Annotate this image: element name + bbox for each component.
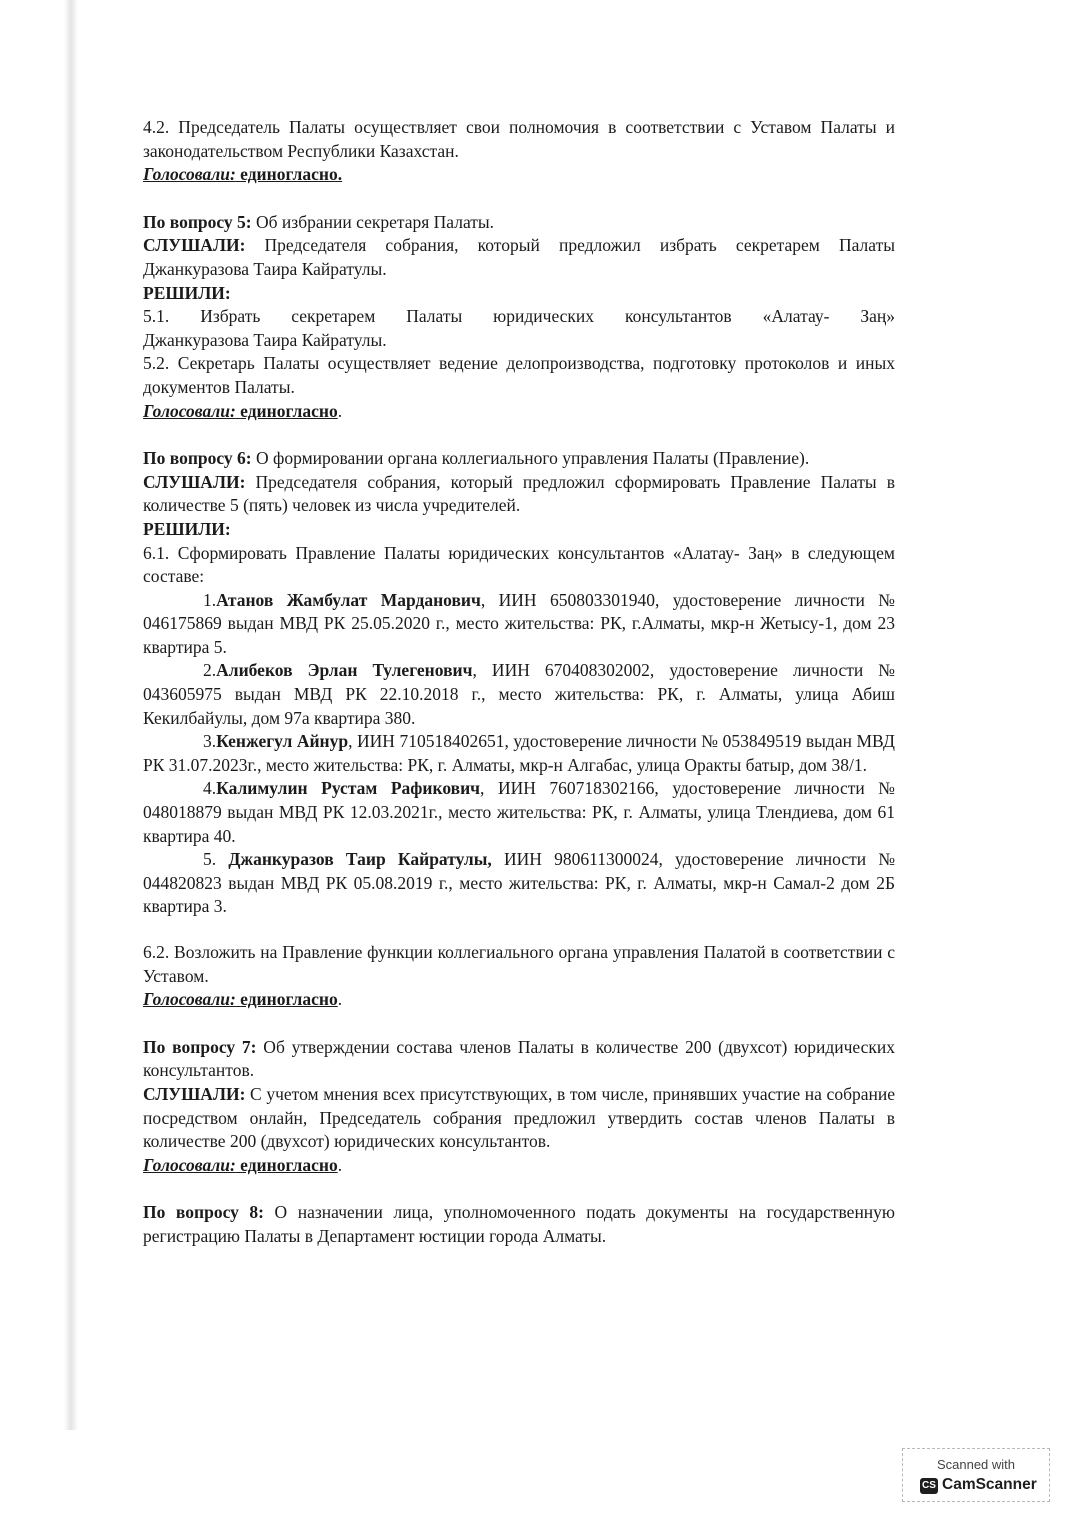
member-item: 3.Кенжегул Айнур, ИИН 710518402651, удостоверение личности № 053849519 выдан МВД РК 31.07.2023г., место жительства: РК, г. Алматы, мкр-н Алгабас, улица Оракты батыр, дом 38/1. [143, 731, 895, 775]
question-6 [143, 447, 895, 471]
heard-5 [143, 234, 895, 281]
heard-6 [143, 471, 895, 518]
question-text: О формировании органа коллегиального управления Палаты (Правление). [251, 448, 810, 469]
vote-value: единогласно [240, 1154, 338, 1175]
question-text: Об избрании секретаря Палаты. [251, 211, 495, 232]
decided-label-5: РЕШИЛИ: [143, 282, 231, 303]
vote-value: единогласно [240, 989, 338, 1010]
camscanner-logo-icon: CS [920, 1478, 938, 1494]
decision-6-1: 6.1. Сформировать Правление Палаты юридических консультантов «Алатау- Заң» в следующем составе: [143, 542, 895, 587]
member-name: Атанов Жамбулат Марданович [216, 589, 481, 610]
vote-value: единогласно [240, 400, 338, 421]
vote-value: единогласно. [240, 164, 343, 185]
heard-text: С учетом мнения всех присутствующих, в том числе, принявших участие на собрание посредством онлайн, Председатель собрания предложил утвердить состав членов Палаты в количестве 200 (двухсот) юридических консультантов. [143, 1083, 895, 1152]
member-name: Алибеков Эрлан Тулегенович [216, 660, 473, 681]
member-item: 1.Атанов Жамбулат Марданович, ИИН 650803301940, удостоверение личности № 046175869 выдан МВД РК 25.05.2020 г., место жительства: РК, г.Алматы, мкр-н Жетысу-1, дом 23 квартира 5. [143, 589, 895, 657]
vote-label: Голосовали: [143, 164, 236, 185]
vote-line: Голосовали: единогласно. [143, 989, 343, 1010]
member-item: 2.Алибеков Эрлан Тулегенович, ИИН 670408302002, удостоверение личности № 043605975 выдан МВД РК 22.10.2018 г., место жительства: РК, г. Алматы, улица Абиш Кекилбайулы, дом 97а квартира 380. [143, 660, 895, 728]
member-item: 4.Калимулин Рустам Рафикович, ИИН 760718302166, удостоверение личности № 048018879 выдан МВД РК 12.03.2021г., место жительства: РК, г. Алматы, улица Тлендиева, дом 61 квартира 40. [143, 778, 895, 846]
vote-line [143, 163, 895, 187]
member-item: 5. Джанкуразов Таир Кайратулы, ИИН 980611300024, удостоверение личности № 044820823 выдан МВД РК 05.08.2019 г., место жительства: РК, г. Алматы, мкр-н Самал-2 дом 2Б квартира 3. [143, 849, 896, 917]
question-text: Об утверждении состава членов Палаты в количестве 200 (двухсот) юридических консультантов. [143, 1036, 895, 1081]
vote-line: Голосовали: единогласно. [143, 400, 343, 421]
question-5 [143, 211, 895, 235]
vote-label: Голосовали: [143, 1154, 236, 1175]
decision-5-1: 5.1. Избрать секретарем Палаты юридических консультантов «Алатау- Заң» [143, 306, 895, 327]
question-7 [143, 1036, 895, 1083]
decision-5-1-cont: Джанкуразова Таира Кайратулы. [143, 329, 387, 350]
question-text: О назначении лица, уполномоченного подать документы на государственную регистрацию Палаты в Департамент юстиции города Алматы. [143, 1202, 895, 1246]
question-label: По вопросу 5: [143, 211, 252, 232]
heard-label: СЛУШАЛИ: [143, 235, 246, 256]
heard-label: СЛУШАЛИ: [143, 471, 246, 492]
vote-label: Голосовали: [143, 989, 236, 1010]
heard-text: Председателя собрания, который предложил сформировать Правление Палаты в количестве 5 (пять) человек из числа учредителей. [143, 471, 895, 516]
member-name: Кенжегул Айнур [216, 731, 349, 752]
question-label: По вопросу 6: [143, 448, 252, 469]
decision-6-2: 6.2. Возложить на Правление функции коллегиального органа управления Палатой в соответствии с Уставом. [143, 942, 895, 986]
heard-7 [143, 1083, 895, 1154]
question-label: По вопросу 7: [143, 1036, 257, 1057]
question-8 [143, 1201, 895, 1248]
document-page [143, 116, 895, 1249]
camscanner-watermark [902, 1448, 1050, 1502]
scan-edge-shadow [64, 0, 78, 1430]
decided-label-6: РЕШИЛИ: [143, 518, 231, 539]
question-label: По вопросу 8: [143, 1202, 264, 1223]
heard-label: СЛУШАЛИ: [143, 1083, 246, 1104]
watermark-caption: Scanned with [936, 1457, 1016, 1472]
watermark-brand: CamScanner [942, 1476, 1037, 1493]
paragraph-4-2: 4.2. Председатель Палаты осуществляет свои полномочия в соответствии с Уставом Палаты и законодательством Республики Казахстан. [143, 117, 895, 161]
decision-5-2: 5.2. Секретарь Палаты осуществляет ведение делопроизводства, подготовку протоколов и иных документов Палаты. [143, 353, 895, 397]
member-name: Джанкуразов Таир Кайратулы, [228, 849, 492, 870]
vote-line: Голосовали: единогласно. [143, 1154, 343, 1175]
member-name: Калимулин Рустам Рафикович [216, 778, 481, 799]
vote-label: Голосовали: [143, 400, 236, 421]
heard-text: Председателя собрания, который предложил избрать секретарем Палаты Джанкуразова Таира Кайратулы. [143, 235, 895, 279]
